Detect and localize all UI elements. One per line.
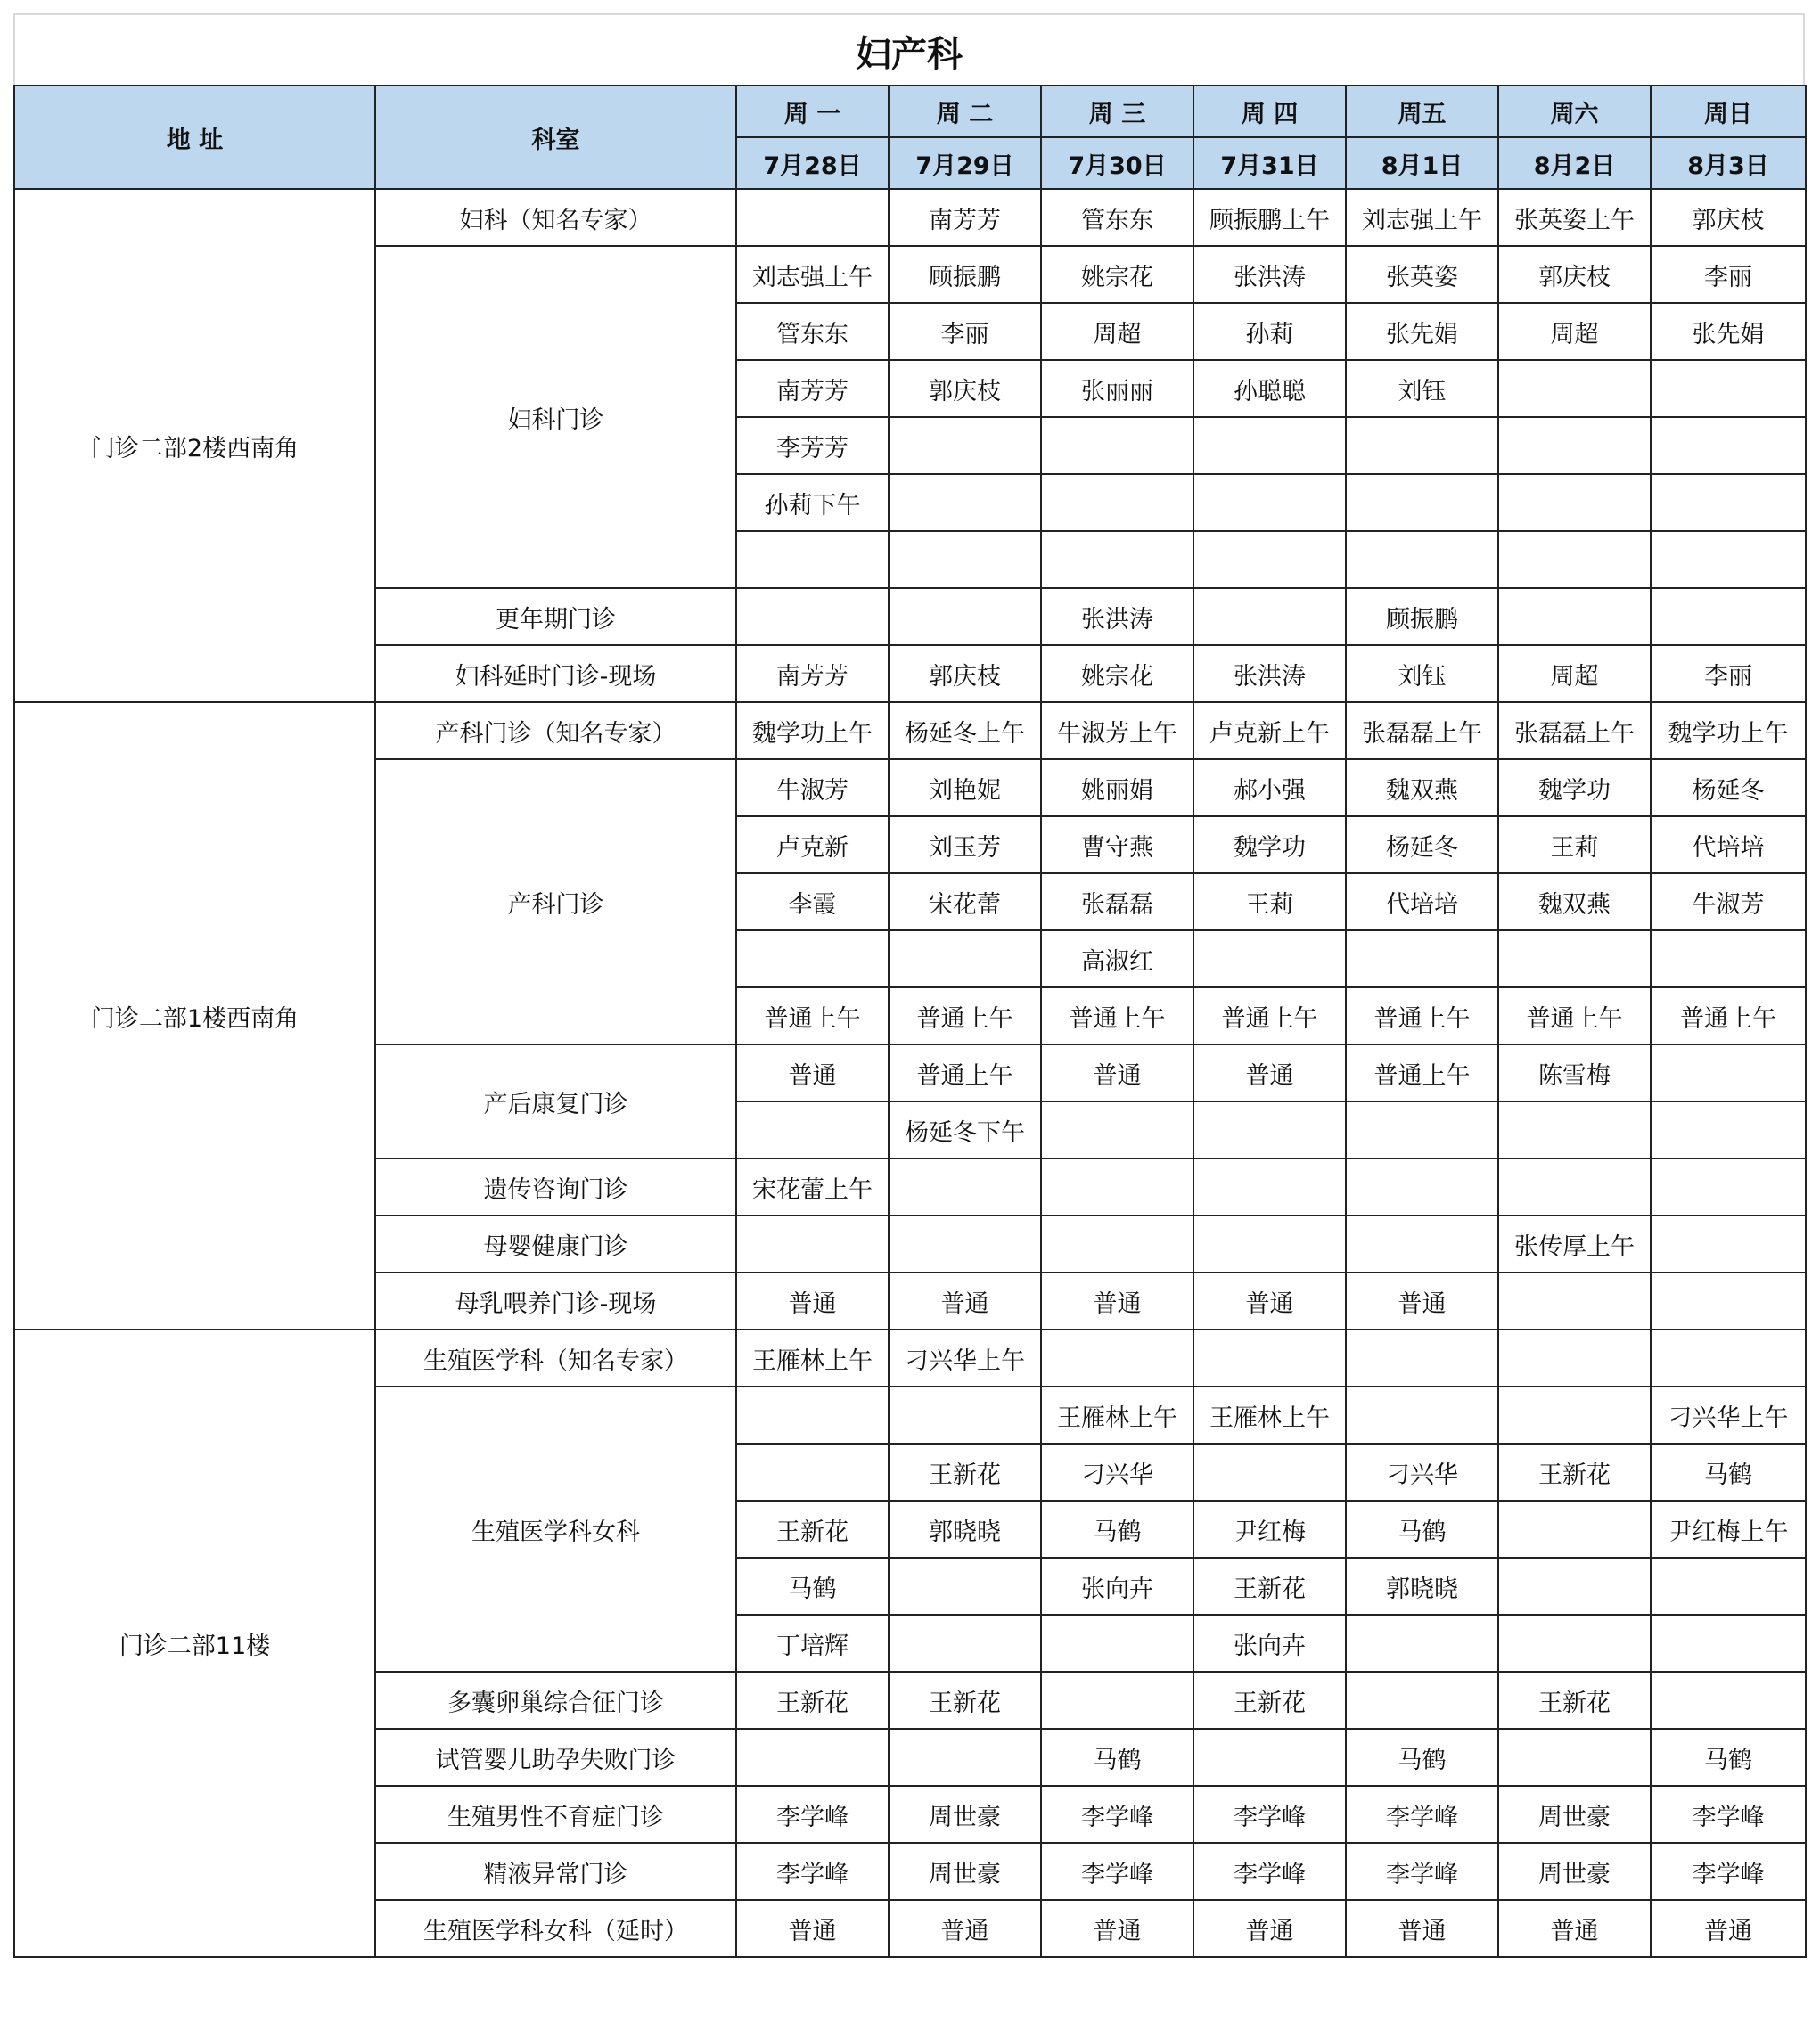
doctor-cell [1193,531,1346,588]
doctor-cell: 普通 [889,1273,1041,1330]
date-header: 7月31日 [1193,137,1346,189]
doctor-cell [1041,417,1193,474]
doctor-cell: 魏学功上午 [736,702,889,759]
doctor-cell: 孙莉 [1193,303,1346,360]
department-cell: 生殖医学科（知名专家） [375,1330,736,1387]
doctor-cell: 顾振鹏上午 [1193,189,1346,246]
doctor-cell [1193,474,1346,531]
doctor-cell [1193,1158,1346,1216]
doctor-cell: 普通 [736,1273,889,1330]
date-header: 8月2日 [1498,137,1651,189]
doctor-cell [1651,474,1806,531]
department-cell: 遗传咨询门诊 [375,1158,736,1216]
weekday-header: 周 二 [889,86,1041,137]
doctor-cell: 普通上午 [1346,1044,1498,1101]
doctor-cell [1041,1158,1193,1216]
doctor-cell: 普通上午 [1346,987,1498,1044]
doctor-cell: 李学峰 [736,1786,889,1843]
doctor-cell: 管东东 [1041,189,1193,246]
doctor-cell: 李学峰 [1346,1786,1498,1843]
doctor-cell [889,1729,1041,1786]
doctor-cell: 牛淑芳上午 [1041,702,1193,759]
doctor-cell: 周超 [1498,645,1651,702]
date-header: 8月3日 [1651,137,1806,189]
doctor-cell [1651,1273,1806,1330]
department-cell: 产后康复门诊 [375,1044,736,1158]
doctor-cell [1498,588,1651,645]
address-cell: 门诊二部2楼西南角 [14,189,375,702]
doctor-cell [1651,1216,1806,1273]
doctor-cell: 普通 [1498,1900,1651,1957]
doctor-cell [1498,1615,1651,1672]
doctor-cell: 郭庆枝 [1498,246,1651,303]
doctor-cell [1346,1330,1498,1387]
doctor-cell: 刘钰 [1346,645,1498,702]
doctor-cell [1346,1158,1498,1216]
doctor-cell [1346,474,1498,531]
doctor-cell: 刘志强上午 [736,246,889,303]
doctor-cell: 普通上午 [1651,987,1806,1044]
doctor-cell: 马鹤 [736,1558,889,1615]
doctor-cell [1041,1672,1193,1729]
doctor-cell: 丁培辉 [736,1615,889,1672]
doctor-cell [1651,1044,1806,1101]
doctor-cell [889,474,1041,531]
doctor-cell [1498,360,1651,417]
date-header: 8月1日 [1346,137,1498,189]
doctor-cell [889,531,1041,588]
doctor-cell: 王新花 [736,1501,889,1558]
doctor-cell: 普通 [736,1044,889,1101]
doctor-cell: 王新花 [1498,1672,1651,1729]
doctor-cell: 普通 [1041,1900,1193,1957]
doctor-cell: 刁兴华 [1346,1444,1498,1501]
doctor-cell [889,930,1041,987]
doctor-cell: 宋花蕾 [889,873,1041,930]
doctor-cell: 郭庆枝 [1651,189,1806,246]
doctor-cell [736,588,889,645]
doctor-cell [1346,531,1498,588]
doctor-cell: 王新花 [1193,1672,1346,1729]
doctor-cell [1651,1558,1806,1615]
department-cell: 更年期门诊 [375,588,736,645]
doctor-cell [1498,531,1651,588]
department-cell: 母乳喂养门诊-现场 [375,1273,736,1330]
doctor-cell [1498,1729,1651,1786]
date-header: 7月30日 [1041,137,1193,189]
weekday-header: 周日 [1651,86,1806,137]
doctor-cell [1193,1330,1346,1387]
doctor-cell: 顾振鹏 [889,246,1041,303]
doctor-cell [1651,531,1806,588]
doctor-cell: 陈雪梅 [1498,1044,1651,1101]
doctor-cell [1498,417,1651,474]
doctor-cell: 卢克新上午 [1193,702,1346,759]
doctor-cell: 李霞 [736,873,889,930]
doctor-cell: 刘玉芳 [889,816,1041,873]
doctor-cell: 南芳芳 [736,360,889,417]
doctor-cell: 孙聪聪 [1193,360,1346,417]
doctor-cell: 卢克新 [736,816,889,873]
doctor-cell: 姚丽娟 [1041,759,1193,816]
address-cell: 门诊二部11楼 [14,1330,375,1957]
doctor-cell: 李学峰 [1193,1843,1346,1900]
doctor-cell: 王雁林上午 [1041,1387,1193,1444]
doctor-cell: 张先娟 [1651,303,1806,360]
doctor-cell [1346,1216,1498,1273]
doctor-cell: 王莉 [1498,816,1651,873]
address-cell: 门诊二部1楼西南角 [14,702,375,1330]
department-cell: 产科门诊（知名专家） [375,702,736,759]
doctor-cell [1041,1216,1193,1273]
doctor-cell: 郭庆枝 [889,645,1041,702]
table-row [14,702,1806,759]
doctor-cell: 张英姿上午 [1498,189,1651,246]
doctor-cell [736,1729,889,1786]
doctor-cell: 刁兴华上午 [1651,1387,1806,1444]
doctor-cell: 王新花 [889,1672,1041,1729]
doctor-cell: 普通上午 [889,987,1041,1044]
weekday-header: 周五 [1346,86,1498,137]
doctor-cell [1041,1101,1193,1158]
department-cell: 多囊卵巢综合征门诊 [375,1672,736,1729]
department-cell: 生殖医学科女科 [375,1387,736,1672]
doctor-cell: 李学峰 [1651,1786,1806,1843]
doctor-cell: 张向卉 [1041,1558,1193,1615]
doctor-cell: 王雁林上午 [736,1330,889,1387]
doctor-cell: 代培培 [1346,873,1498,930]
doctor-cell: 马鹤 [1651,1444,1806,1501]
doctor-cell: 牛淑芳 [1651,873,1806,930]
doctor-cell: 张向卉 [1193,1615,1346,1672]
doctor-cell: 张磊磊 [1041,873,1193,930]
doctor-cell [1346,417,1498,474]
doctor-cell [1193,1216,1346,1273]
doctor-cell: 马鹤 [1651,1729,1806,1786]
doctor-cell: 魏双燕 [1498,873,1651,930]
doctor-cell: 李丽 [1651,645,1806,702]
doctor-cell: 王新花 [889,1444,1041,1501]
doctor-cell [1651,1672,1806,1729]
doctor-cell: 管东东 [736,303,889,360]
doctor-cell: 普通 [1346,1273,1498,1330]
doctor-cell [1498,1387,1651,1444]
doctor-cell: 马鹤 [1346,1729,1498,1786]
doctor-cell: 曹守燕 [1041,816,1193,873]
doctor-cell: 张磊磊上午 [1498,702,1651,759]
doctor-cell: 普通 [1041,1273,1193,1330]
doctor-cell: 周世豪 [1498,1786,1651,1843]
doctor-cell: 周超 [1041,303,1193,360]
doctor-cell [1193,1729,1346,1786]
doctor-cell [1193,417,1346,474]
schedule-table [13,85,1807,1958]
department-cell: 产科门诊 [375,759,736,1044]
table-row [14,189,1806,246]
doctor-cell: 普通上午 [889,1044,1041,1101]
doctor-cell [1498,1273,1651,1330]
doctor-cell [1498,1330,1651,1387]
doctor-cell: 李丽 [1651,246,1806,303]
doctor-cell: 张洪涛 [1193,246,1346,303]
doctor-cell [889,1387,1041,1444]
doctor-cell: 郭庆枝 [889,360,1041,417]
doctor-cell [1041,531,1193,588]
table-row [14,1330,1806,1387]
doctor-cell: 姚宗花 [1041,645,1193,702]
doctor-cell: 马鹤 [1041,1729,1193,1786]
doctor-cell [1346,1615,1498,1672]
doctor-cell: 普通 [736,1900,889,1957]
weekday-header: 周 四 [1193,86,1346,137]
department-cell: 母婴健康门诊 [375,1216,736,1273]
doctor-cell: 杨延冬 [1346,816,1498,873]
doctor-cell: 宋花蕾上午 [736,1158,889,1216]
doctor-cell [1041,1330,1193,1387]
doctor-cell [889,1158,1041,1216]
doctor-cell [1498,930,1651,987]
doctor-cell: 普通 [1041,1044,1193,1101]
doctor-cell: 王新花 [1193,1558,1346,1615]
department-cell: 生殖医学科女科（延时） [375,1900,736,1957]
doctor-cell: 周世豪 [889,1786,1041,1843]
date-header: 7月28日 [736,137,889,189]
doctor-cell: 普通 [1193,1273,1346,1330]
doctor-cell: 李学峰 [1193,1786,1346,1843]
doctor-cell: 尹红梅 [1193,1501,1346,1558]
doctor-cell [736,930,889,987]
weekday-header: 周六 [1498,86,1651,137]
doctor-cell: 普通上午 [1193,987,1346,1044]
doctor-cell: 普通上午 [736,987,889,1044]
doctor-cell: 刁兴华 [1041,1444,1193,1501]
doctor-cell: 刘钰 [1346,360,1498,417]
schedule-sheet [13,13,1805,1958]
table-header [14,86,1806,189]
doctor-cell [1193,1101,1346,1158]
doctor-cell [1193,930,1346,987]
doctor-cell: 魏双燕 [1346,759,1498,816]
doctor-cell [1651,588,1806,645]
doctor-cell: 郭晓晓 [1346,1558,1498,1615]
doctor-cell: 郭晓晓 [889,1501,1041,1558]
doctor-cell [1651,1330,1806,1387]
doctor-cell: 牛淑芳 [736,759,889,816]
doctor-cell: 马鹤 [1041,1501,1193,1558]
doctor-cell: 张洪涛 [1193,645,1346,702]
doctor-cell: 普通 [1651,1900,1806,1957]
doctor-cell [1041,474,1193,531]
doctor-cell: 王雁林上午 [1193,1387,1346,1444]
doctor-cell: 普通 [1193,1900,1346,1957]
doctor-cell: 姚宗花 [1041,246,1193,303]
doctor-cell: 王莉 [1193,873,1346,930]
doctor-cell: 普通上午 [1041,987,1193,1044]
department-cell: 妇科延时门诊-现场 [375,645,736,702]
doctor-cell: 张传厚上午 [1498,1216,1651,1273]
weekday-header: 周 三 [1041,86,1193,137]
doctor-cell: 顾振鹏 [1346,588,1498,645]
doctor-cell [1498,1501,1651,1558]
doctor-cell [1498,1158,1651,1216]
doctor-cell: 张先娟 [1346,303,1498,360]
doctor-cell [889,588,1041,645]
weekday-header: 周 一 [736,86,889,137]
doctor-cell [1651,360,1806,417]
doctor-cell [889,1558,1041,1615]
doctor-cell: 孙莉下午 [736,474,889,531]
doctor-cell: 李丽 [889,303,1041,360]
doctor-cell [1651,930,1806,987]
department-header: 科室 [375,86,736,189]
page-title: 妇产科 [13,13,1805,85]
doctor-cell: 杨延冬 [1651,759,1806,816]
doctor-cell: 刘艳妮 [889,759,1041,816]
schedule-body [14,189,1806,1957]
doctor-cell [1498,474,1651,531]
doctor-cell [1346,1672,1498,1729]
doctor-cell [736,1387,889,1444]
doctor-cell: 郝小强 [1193,759,1346,816]
doctor-cell: 马鹤 [1346,1501,1498,1558]
doctor-cell: 魏学功 [1193,816,1346,873]
doctor-cell: 高淑红 [1041,930,1193,987]
doctor-cell [1193,1444,1346,1501]
doctor-cell [736,1101,889,1158]
doctor-cell [1346,1101,1498,1158]
doctor-cell: 李学峰 [1346,1843,1498,1900]
doctor-cell [736,531,889,588]
doctor-cell: 李学峰 [1041,1843,1193,1900]
doctor-cell [889,417,1041,474]
doctor-cell [736,1216,889,1273]
department-cell: 妇科（知名专家） [375,189,736,246]
doctor-cell [1651,1615,1806,1672]
doctor-cell: 王新花 [1498,1444,1651,1501]
date-header: 7月29日 [889,137,1041,189]
doctor-cell: 刁兴华上午 [889,1330,1041,1387]
doctor-cell [1651,1101,1806,1158]
doctor-cell: 李学峰 [1041,1786,1193,1843]
doctor-cell [1651,417,1806,474]
doctor-cell: 张磊磊上午 [1346,702,1498,759]
doctor-cell: 普通 [1346,1900,1498,1957]
doctor-cell: 王新花 [736,1672,889,1729]
doctor-cell: 普通 [889,1900,1041,1957]
address-header: 地 址 [14,86,375,189]
doctor-cell [1346,1387,1498,1444]
doctor-cell: 南芳芳 [736,645,889,702]
doctor-cell: 张洪涛 [1041,588,1193,645]
doctor-cell: 李学峰 [736,1843,889,1900]
doctor-cell: 周超 [1498,303,1651,360]
doctor-cell: 杨延冬下午 [889,1101,1041,1158]
doctor-cell: 周世豪 [889,1843,1041,1900]
doctor-cell [889,1615,1041,1672]
doctor-cell: 张英姿 [1346,246,1498,303]
doctor-cell [1498,1101,1651,1158]
doctor-cell [1498,1558,1651,1615]
doctor-cell [1346,930,1498,987]
doctor-cell: 南芳芳 [889,189,1041,246]
department-cell: 生殖男性不育症门诊 [375,1786,736,1843]
doctor-cell: 杨延冬上午 [889,702,1041,759]
doctor-cell: 魏学功上午 [1651,702,1806,759]
doctor-cell [736,1444,889,1501]
doctor-cell: 代培培 [1651,816,1806,873]
doctor-cell: 周世豪 [1498,1843,1651,1900]
doctor-cell: 张丽丽 [1041,360,1193,417]
doctor-cell: 魏学功 [1498,759,1651,816]
doctor-cell: 尹红梅上午 [1651,1501,1806,1558]
department-cell: 妇科门诊 [375,246,736,588]
doctor-cell [736,189,889,246]
doctor-cell: 普通 [1193,1044,1346,1101]
doctor-cell: 李学峰 [1651,1843,1806,1900]
doctor-cell: 刘志强上午 [1346,189,1498,246]
doctor-cell [889,1216,1041,1273]
doctor-cell [1651,1158,1806,1216]
doctor-cell [1041,1615,1193,1672]
doctor-cell [1193,588,1346,645]
doctor-cell: 普通上午 [1498,987,1651,1044]
department-cell: 试管婴儿助孕失败门诊 [375,1729,736,1786]
doctor-cell: 李芳芳 [736,417,889,474]
department-cell: 精液异常门诊 [375,1843,736,1900]
